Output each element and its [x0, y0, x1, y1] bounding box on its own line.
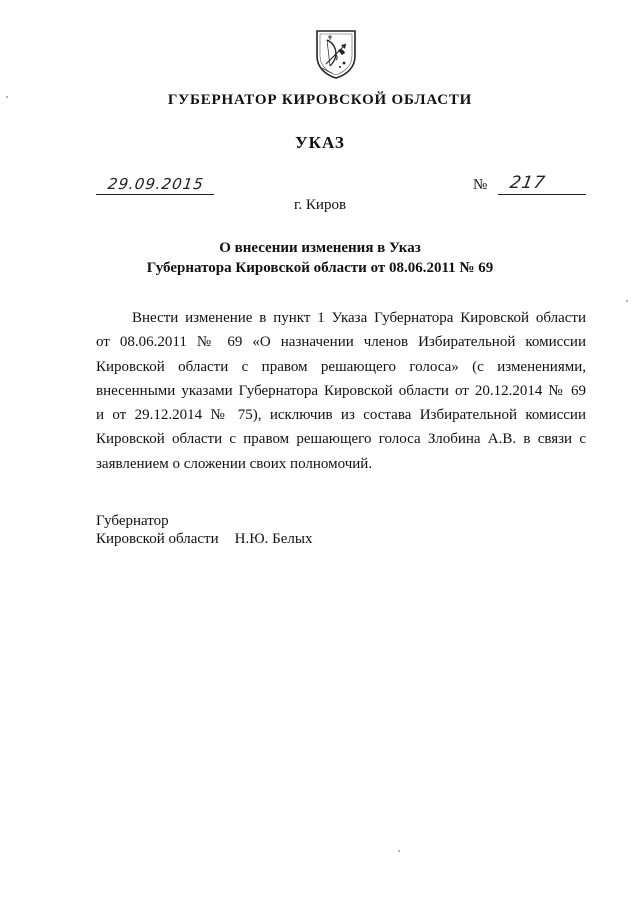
handwritten-number: 217	[508, 173, 548, 193]
body-line: от 08.06.2011 № 69 «О назначении членов Избирательной комиссии	[96, 334, 586, 351]
city-label: г. Киров	[293, 197, 347, 213]
signatory-title-line-1: Губернатор	[96, 513, 169, 529]
scan-speck	[6, 96, 8, 98]
scan-speck	[398, 850, 400, 852]
document-type-heading: УКАЗ	[295, 133, 345, 152]
number-label: №	[473, 177, 488, 193]
handwritten-date: 29.09.2015	[106, 175, 206, 193]
body-line: Кировской области с правом решающего голоса Злобина А.В. в связи с	[96, 431, 586, 448]
subject-line-2: Губернатора Кировской области от 08.06.2011 № 69	[146, 260, 494, 276]
signatory-title-line-2: Кировской области	[96, 531, 219, 547]
body-line: внесенными указами Губернатора Кировской области от 20.12.2014 № 69	[96, 382, 586, 399]
body-paragraph	[96, 306, 586, 476]
body-line: заявлением о сложении своих полномочий.	[96, 455, 373, 472]
body-line: Кировской области с правом решающего голоса» (с изменениями,	[96, 358, 586, 375]
date-field	[96, 170, 214, 195]
body-line: Внести изменение в пункт 1 Указа Губернатора Кировской области	[132, 310, 586, 326]
scan-speck	[626, 300, 628, 302]
kirov-oblast-coat-of-arms-icon	[314, 28, 358, 80]
number-field	[498, 170, 586, 195]
signature-block	[96, 512, 312, 548]
body-line: и от 29.12.2014 № 75), исключив из состава Избирательной комиссии	[96, 407, 586, 424]
issuer-heading: ГУБЕРНАТОР КИРОВСКОЙ ОБЛАСТИ	[167, 92, 473, 108]
signatory-title-row	[96, 530, 312, 548]
signatory-name: Н.Ю. Белых	[234, 531, 313, 547]
document-subject	[0, 238, 640, 278]
subject-line-1: О внесении изменения в Указ	[219, 240, 421, 256]
